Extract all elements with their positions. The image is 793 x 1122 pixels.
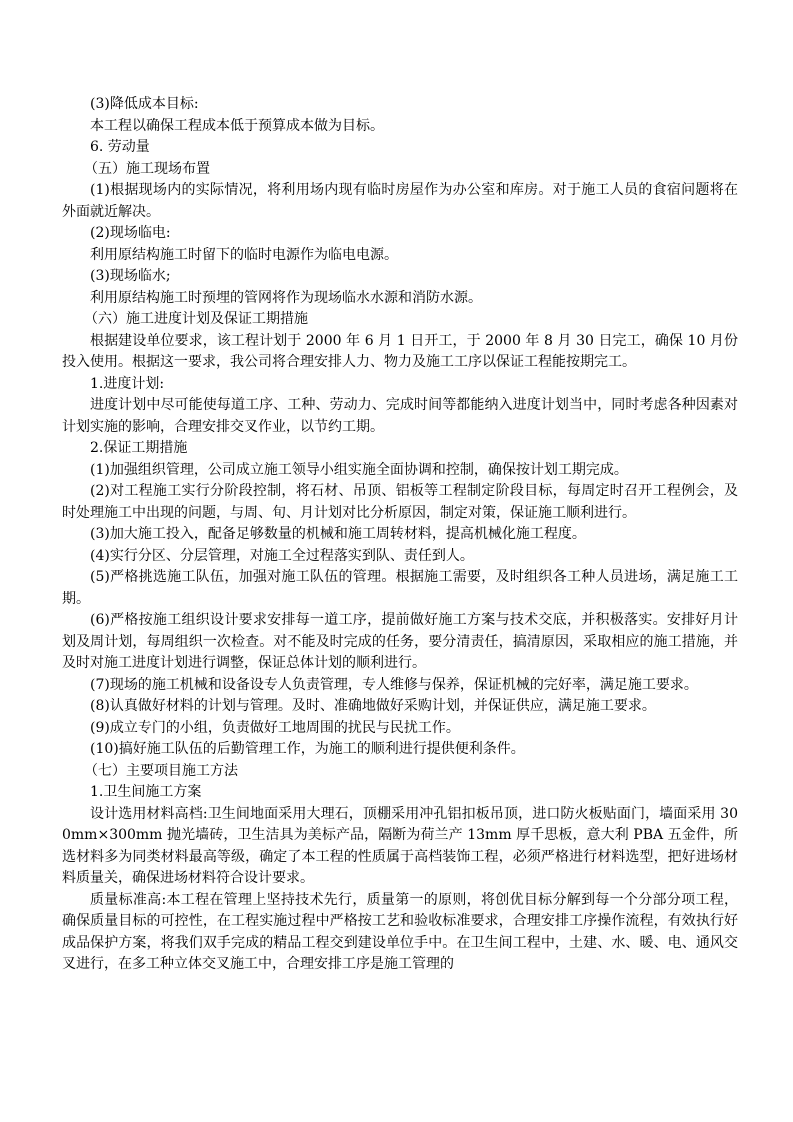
paragraph: 进度计划中尽可能使每道工序、工种、劳动力、完成时间等都能纳入进度计划当中，同时考虑各种因素对计划实施的影响，合理安排交叉作业，以节约工期。 xyxy=(62,397,738,435)
paragraph: (3)降低成本目标: xyxy=(90,96,199,112)
paragraph: 本工程以确保工程成本低于预算成本做为目标。 xyxy=(90,117,384,134)
paragraph: (3)加大施工投入，配备足够数量的机械和施工周转材料，提高机械化施工程度。 xyxy=(90,526,586,542)
paragraph: 利用原结构施工时留下的临时电源作为临电电源。 xyxy=(90,246,398,263)
section-heading: 6. 劳动量 xyxy=(90,139,150,155)
paragraph: (9)成立专门的小组，负责做好工地周围的扰民与民扰工作。 xyxy=(90,719,460,736)
paragraph: 根据建设单位要求，该工程计划于 2000 年 6 月 1 日开工，于 2000 年 8 月 30 日完工，确保 10 月份投入使用。根据这一要求，我公司将合理安排人力、物力及施工工序以保证工程能按期完工。 xyxy=(62,332,738,370)
paragraph: (2)现场临电: xyxy=(90,225,171,241)
paragraph: (7)现场的施工机械和设备设专人负责管理，专人维修与保养，保证机械的完好率，满足施工要求。 xyxy=(90,676,698,693)
section-heading: （六）施工进度计划及保证工期措施 xyxy=(84,311,308,327)
paragraph: (4)实行分区、分层管理，对施工全过程落实到队、责任到人。 xyxy=(90,547,474,564)
paragraph: (3)现场临水; xyxy=(90,268,171,284)
paragraph: (5)严格挑选施工队伍，加强对施工队伍的管理。根据施工需要，及时组织各工种人员进场，满足施工工期。 xyxy=(62,569,738,607)
paragraph: 1.进度计划: xyxy=(90,375,165,392)
paragraph: (2)对工程施工实行分阶段控制，将石材、吊顶、铝板等工程制定阶段目标，每周定时召开工程例会，及时处理施工中出现的问题，与周、旬、月计划对比分析原因，制定对策，保证施工顺利进行。 xyxy=(62,483,738,521)
paragraph: (8)认真做好材料的计划与管理。及时、准确地做好采购计划，并保证供应，满足施工要求。 xyxy=(90,698,656,714)
paragraph: 2.保证工期措施 xyxy=(90,440,188,456)
section-heading: （五）施工现场布置 xyxy=(84,160,210,177)
section-heading: （七）主要项目施工方法 xyxy=(84,762,238,779)
paragraph: (1)加强组织管理，公司成立施工领导小组实施全面协调和控制，确保按计划工期完成。 xyxy=(90,461,628,478)
paragraph: 1.卫生间施工方案 xyxy=(90,784,202,800)
paragraph: 质量标准高:本工程在管理上坚持技术先行，质量第一的原则，将创优目标分解到每一个分部分项工程，确保质量目标的可控性，在工程实施过程中严格按工艺和验收标准要求，合理安排工序操作流程，有效执行好成品保护方案，将我们双手完成的精品工程交到建设单位手中。在卫生间工程中，土建、水、暖、电、通风交叉进行，在多工种立体交叉施工中，合理安排工序是施工管理的 xyxy=(62,891,738,972)
paragraph: (1)根据现场内的实际情况，将利用场内现有临时房屋作为办公室和库房。对于施工人员的食宿问题将在外面就近解决。 xyxy=(62,182,738,220)
paragraph: 利用原结构施工时预埋的管网将作为现场临水水源和消防水源。 xyxy=(90,289,482,306)
paragraph: (6)严格按施工组织设计要求安排每一道工序，提前做好施工方案与技术交底，并积极落实。安排好月计划及周计划，每周组织一次检查。对不能及时完成的任务，要分清责任，搞清原因，采取相应的施工措施，并及时对施工进度计划进行调整，保证总体计划的顺利进行。 xyxy=(62,612,738,671)
paragraph: (10)搞好施工队伍的后勤管理工作，为施工的顺利进行提供便利条件。 xyxy=(90,741,525,757)
paragraph: 设计选用材料高档:卫生间地面采用大理石，顶棚采用冲孔铝扣板吊顶，进口防火板贴面门，墙面采用 300mm×300mm 抛光墙砖，卫生洁具为美标产品，隔断为荷兰产 13mm 厚千思板，意大利 PBA 五金件，所选材料多为同类材料最高等级，确定了本工程的性质属于高档装饰工程，必须严格进行材料选型，把好进场材料质量关，确保进场材料符合设计要求。 xyxy=(62,805,738,886)
document-page xyxy=(62,94,738,976)
